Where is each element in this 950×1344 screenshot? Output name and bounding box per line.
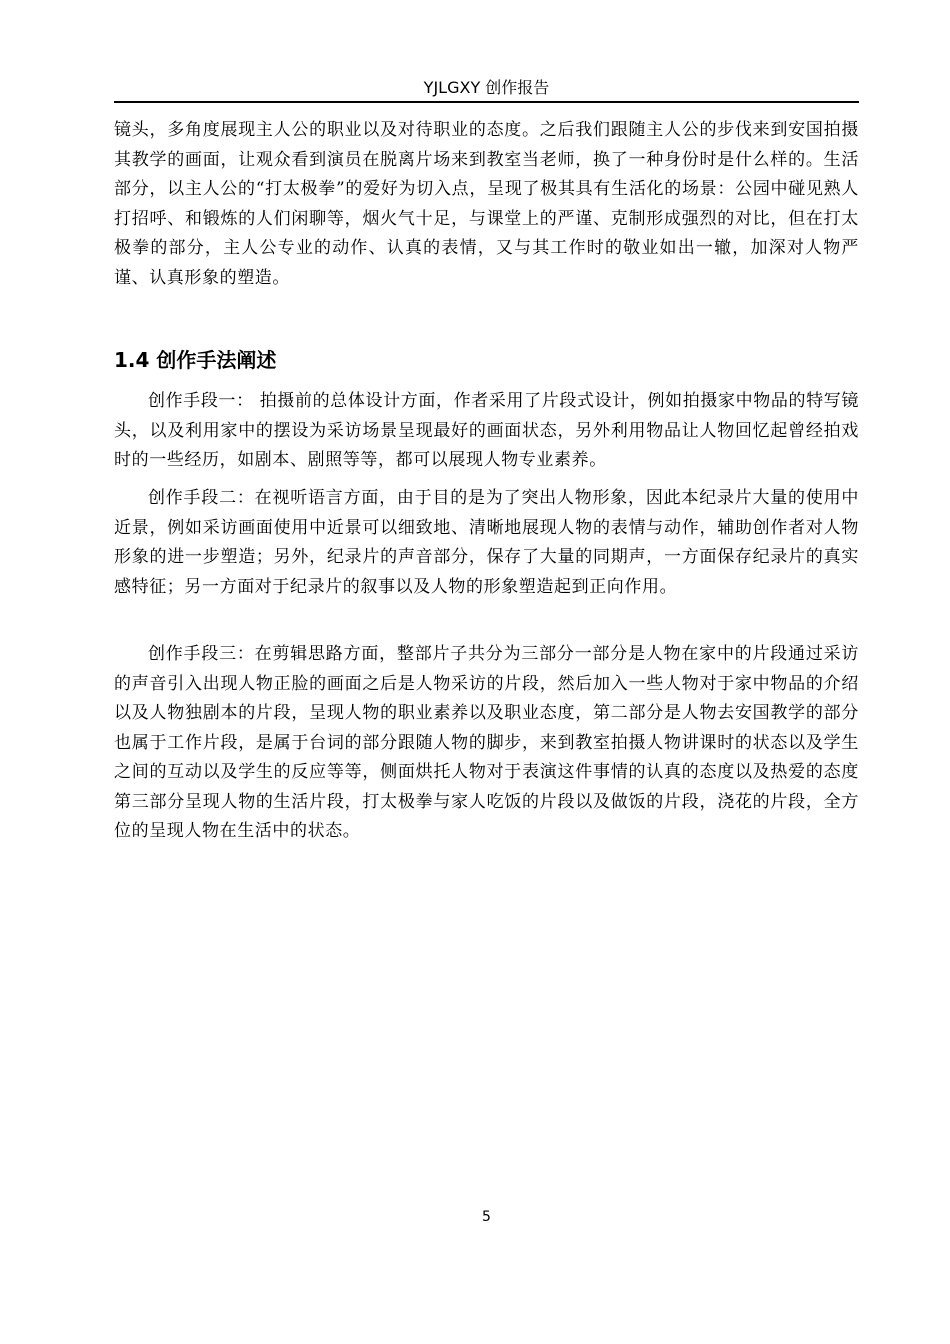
paragraph-method-three: 创作手段三：在剪辑思路方面，整部片子共分为三部分一部分是人物在家中的片段通过采访的声音引入出现人物正脸的画面之后是人物采访的片段，然后加入一些人物对于家中物品的介绍以及人物独剧本的片段，呈现人物的职业素养以及职业态度，第二部分是人物去安国教学的部分也属于工作片段，是属于台词的部分跟随人物的脚步，来到教室拍摄人物讲课时的状态以及学生之间的互动以及学生的反应等等，侧面烘托人物对于表演这件事情的认真的态度以及热爱的态度第三部分呈现人物的生活片段，打太极拳与家人吃饭的片段以及做饭的片段，浇花的片段，全方位的呈现人物在生活中的状态。 [114, 644, 859, 841]
continuation-paragraph: 镜头，多角度展现主人公的职业以及对待职业的态度。之后我们跟随主人公的步伐来到安国拍摄其教学的画面，让观众看到演员在脱离片场来到教室当老师，换了一种身份时是什么样的。生活部分，以主人公的“打太极拳”的爱好为切入点，呈现了极其具有生活化的场景：公园中碰见熟人打招呼、和锻炼的人们闲聊等，烟火气十足，与课堂上的严谨、克制形成强烈的对比，但在打太极拳的部分，主人公专业的动作、认真的表情，又与其工作时的敬业如出一辙，加深对人物严谨、认真形象的塑造。 [114, 120, 859, 288]
header-divider [114, 101, 859, 103]
section-heading: 1.4 创作手法阐述 [114, 348, 277, 372]
page-header: YJLGXY 创作报告 [423, 78, 550, 97]
page-number: 5 [482, 1209, 491, 1225]
paragraph-method-one: 创作手段一： 拍摄前的总体设计方面，作者采用了片段式设计，例如拍摄家中物品的特写镜头，以及利用家中的摆设为采访场景呈现最好的画面状态，另外利用物品让人物回忆起曾经拍戏时的一些经历，如剧本、剧照等等，都可以展现人物专业素养。 [114, 391, 859, 470]
paragraph-method-two: 创作手段二：在视听语言方面，由于目的是为了突出人物形象，因此本纪录片大量的使用中近景，例如采访画面使用中近景可以细致地、清晰地展现人物的表情与动作，辅助创作者对人物形象的进一步塑造；另外，纪录片的声音部分，保存了大量的同期声，一方面保存纪录片的真实感特征；另一方面对于纪录片的叙事以及人物的形象塑造起到正向作用。 [114, 488, 859, 597]
